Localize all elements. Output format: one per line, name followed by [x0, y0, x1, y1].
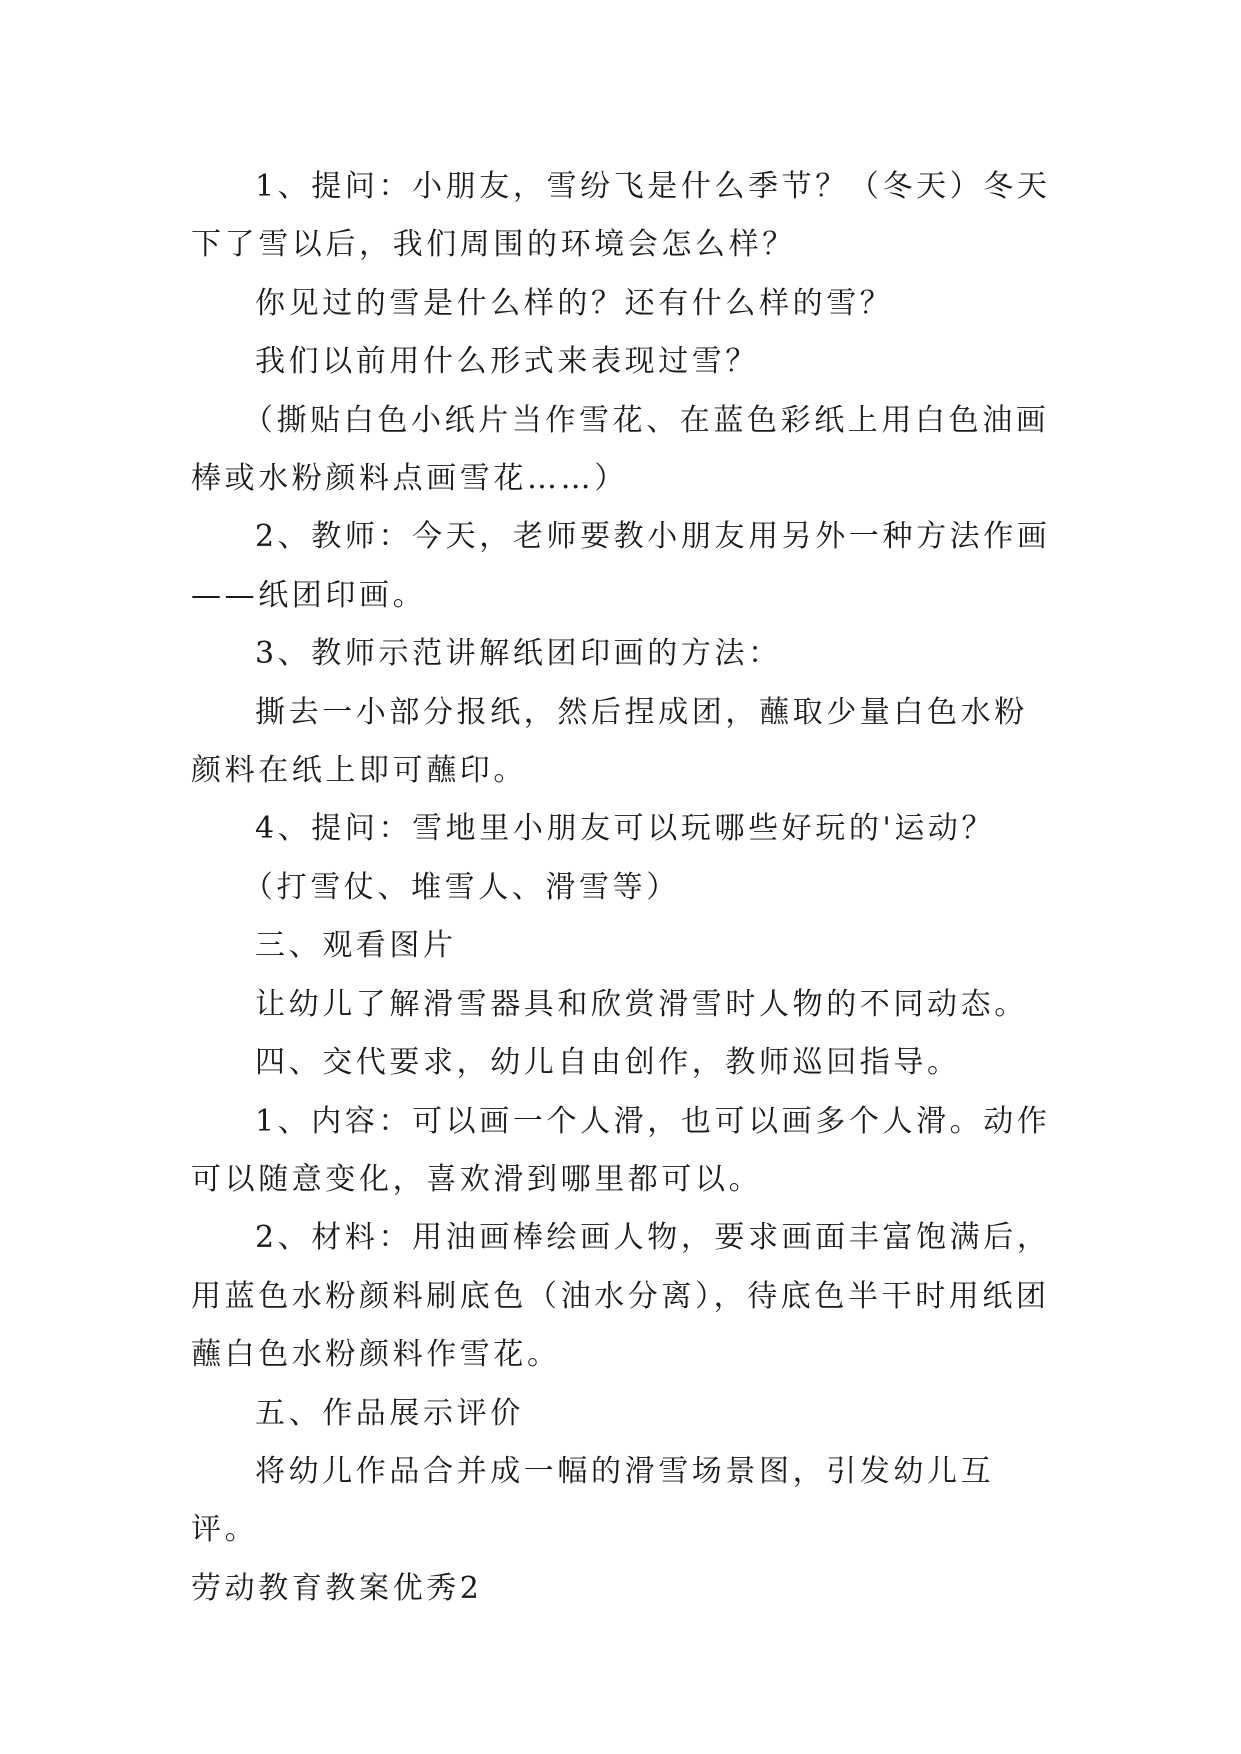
paragraph: 3、教师示范讲解纸团印画的方法：: [255, 636, 782, 672]
paragraph: 撕去一小部分报纸，然后捏成团，蘸取少量白色水粉颜料在纸上即可蘸印。: [191, 694, 1028, 789]
paragraph: 我们以前用什么形式来表现过雪？: [255, 344, 759, 380]
section-heading: 五、作品展示评价: [255, 1395, 524, 1431]
document-title: 劳动教育教案优秀2: [191, 1570, 483, 1606]
paragraph: 让幼儿了解滑雪器具和欣赏滑雪时人物的不同动态。: [255, 986, 1028, 1022]
paragraph: （打雪仗、堆雪人、滑雪等）: [243, 869, 680, 905]
paragraph: 2、材料：用油画棒绘画人物，要求画面丰富饱满后，用蓝色水粉颜料刷底色（油水分离），待底色半干时用纸团蘸白色水粉颜料作雪花。: [191, 1220, 1051, 1373]
paragraph: 1、提问：小朋友，雪纷飞是什么季节？（冬天）冬天下了雪以后，我们周围的环境会怎么样？: [191, 169, 1051, 263]
paragraph: 2、教师：今天，老师要教小朋友用另外一种方法作画——纸团印画。: [191, 519, 1051, 613]
paragraph: 你见过的雪是什么样的？还有什么样的雪？: [255, 285, 894, 321]
paragraph: 1、内容：可以画一个人滑，也可以画多个人滑。动作可以随意变化，喜欢滑到哪里都可以。: [191, 1103, 1051, 1197]
section-heading: 四、交代要求，幼儿自由创作，教师巡回指导。: [255, 1045, 961, 1081]
paragraph: 将幼儿作品合并成一幅的滑雪场景图，引发幼儿互评。: [191, 1453, 995, 1548]
body-text: [191, 158, 1051, 1618]
paragraph: （撕贴白色小纸片当作雪花、在蓝色彩纸上用白色油画棒或水粉颜料点画雪花……）: [191, 402, 1050, 497]
section-heading: 三、观看图片: [255, 928, 457, 964]
paragraph: 4、提问：雪地里小朋友可以玩哪些好玩的'运动？: [255, 811, 996, 847]
